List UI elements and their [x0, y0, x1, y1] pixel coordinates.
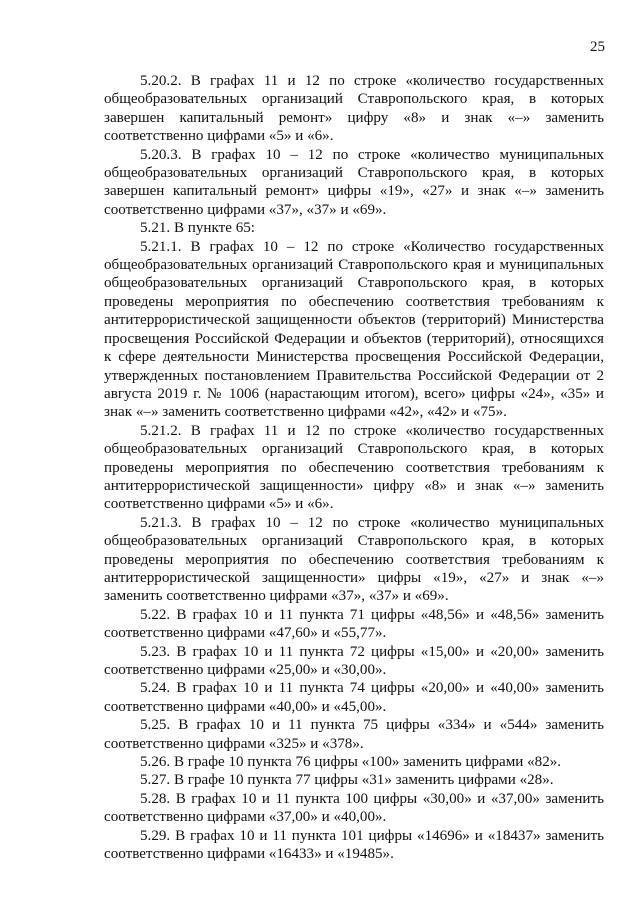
paragraph-5-23: 5.23. В графах 10 и 11 пункта 72 цифры «15,00» и «20,00» заменить соответственно цифрами «25,00» и «30,00».: [104, 643, 604, 678]
paragraph-5-21: 5.21. В пункте 65:: [140, 220, 255, 237]
paragraph-5-29: 5.29. В графах 10 и 11 пункта 101 цифры «14696» и «18437» заменить соответственно цифрами «16433» и «19485».: [104, 827, 604, 863]
paragraph-5-25: 5.25. В графах 10 и 11 пункта 75 цифры «334» и «544» заменить соответственно цифрами «325» и «378».: [104, 717, 604, 752]
paragraph-5-24: 5.24. В графах 10 и 11 пункта 74 цифры «20,00» и «40,00» заменить соответственно цифрами «40,00» и «45,00».: [104, 680, 604, 715]
paragraph-5-21-3: 5.21.3. В графах 10 – 12 по строке «количество муниципальных общеобразовательных организаций Ставропольского края, в которых проведены мероприятия по обеспечению соответствия требованиям к антитеррористической защищенности» цифры «19», «27» и знак «–» заменить соответственно цифрами «37», «37» и «69».: [104, 514, 604, 605]
paragraph-5-22: 5.22. В графах 10 и 11 пункта 71 цифры «48,56» и «48,56» заменить соответственно цифрами «47,60» и «55,77».: [104, 606, 604, 642]
paragraph-5-27: 5.27. В графе 10 пункта 77 цифры «31» заменить цифрами «28».: [140, 772, 554, 789]
paragraph-5-21-1: 5.21.1. В графах 10 – 12 по строке «Количество государственных общеобразовательных организаций Ставропольского края и муниципальных общеобразовательных организаций Ставропольского края, в которых проведены мероприятия по обеспечению соответствия требованиям к антитеррористической защищенности объектов (территорий) Министерства просвещения Российской Федерации и объектов (территорий), относящихся к сфере деятельности Министерства просвещения Российской Федерации, утвержденных постановлением Правительства Российской Федерации от 2 августа 2019 г. № 1006 (нарастающим итогом), всего» цифры «24», «35» и знак «–» заменить соответственно цифрами «42», «42» и «75».: [104, 238, 604, 421]
paragraph-5-28: 5.28. В графах 10 и 11 пункта 100 цифры «30,00» и «37,00» заменить соответственно цифрами «37,00» и «40,00».: [104, 790, 604, 826]
document-body: [104, 72, 604, 863]
paragraph-5-21-2: 5.21.2. В графах 11 и 12 по строке «количество государственных общеобразовательных организаций Ставропольского края, в которых проведены мероприятия по обеспечению соответствия требованиям к антитеррористической защищенности» цифру «8» и знак «–» заменить соответственно цифрами «5» и «6».: [104, 422, 604, 513]
page-number: 25: [590, 39, 605, 55]
paragraph-5-26: 5.26. В графе 10 пункта 76 цифры «100» заменить цифрами «82».: [140, 754, 562, 771]
paragraph-5-20-2: 5.20.2. В графах 11 и 12 по строке «количество государственных общеобразовательных организаций Ставропольского края, в которых завершен капитальный ремонт» цифру «8» и знак «–» заменить соответственно цифрами «5» и «6».: [104, 73, 604, 145]
paragraph-5-20-3: 5.20.3. В графах 10 – 12 по строке «количество муниципальных общеобразовательных организаций Ставропольского края, в которых завершен капитальный ремонт» цифры «19», «27» и знак «–» заменить соответственно цифрами «37», «37» и «69».: [104, 146, 604, 218]
